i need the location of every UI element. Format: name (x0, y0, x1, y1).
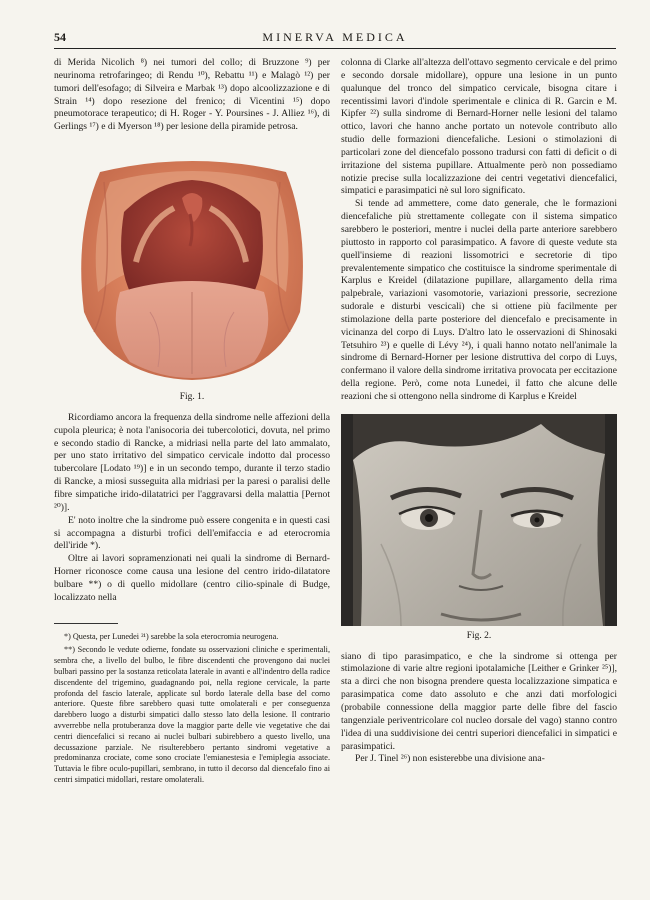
header-rule (54, 48, 616, 49)
right-paragraph-3: siano di tipo parasimpatico, e che la sindrome si ottenga per stimolazione di varie altre regioni ipotalamiche [Leither e Grinker ²⁵)], sta a dirci che non bisogna prendere questa localizzazione simpatica e parasimpatica come dato assoluto e che anzi dati morfologici (probabile connessione della maggior parte delle fibre del fascio tangenziale periventricolare col nucleo dorsale del vago) stanno contro l'idea di una suddivisione dei centri superiori diencefalici in simpatici e parasimpatici. (341, 650, 617, 752)
footnote-2: **) Secondo le vedute odierne, fondate su osservazioni cliniche e sperimentali, sembra che, a livello del bulbo, le fibre discendenti che provengono dai nuclei bulbari passino per la sostanza reticolata laterale in avanti e all'indentro della radice discendente del trigemino, guadagnando poi, nella regione cervicale, la parte profonda del fascio laterale, applicate sul bordo laterale della base del corno anteriore. Queste fibre sarebbero quasi tutte omolaterali e per conseguenza darebbero luogo a disturbi simpatici dallo stesso lato della lesione. Il contrario avverrebbe nella protuberanza dove la maggior parte delle vie vegetative che dai centri diencefalici si recano ai nuclei bulbari subirebbero a questo livello, una decussazione parziale. Ne risulterebbero pertanto sindromi vegetative a predominanza crociate, come sono crociate l'emianestesia e l'emiplegia associate. Tuttavia le fibre oculo-pupillari, sembrano, in tutto il decorso dal diencefalo fino ai centri simpatici midollari, restare omolaterali. (54, 645, 330, 784)
running-head: MINERVA MEDICA (262, 30, 408, 44)
right-paragraph-1: colonna di Clarke all'altezza dell'ottavo segmento cervicale e del primo e secondo dorsale midollare), oppure una lesione in un punto qualunque del tronco del simpatico cervicale, bisogna citare i recentissimi lavori d'indole sperimentale e clinica di R. Garcin e M. Kipfer ²²) sulla sindrome di Bernard-Horner nelle lesioni del talamo ottico, lavori che hanno anche portato un notevole contributo allo studio delle formazioni diencefaliche. Lesioni o stimolazioni di particolari zone del diencefalo possono tradursi con fatti di deficit o di irritazione del sistema pupillare. Attualmente però non possediamo notizie precise sulla localizzazione dei centri vegetativi diencefalici, simpatici e parasimpatici nè sul loro significato. (341, 57, 617, 197)
footnotes (54, 623, 330, 786)
left-paragraph-3: E' noto inoltre che la sindrome può essere congenita e in questi casi si accompagna a disturbi trofici dell'emifaccia e ad eterocromia dell'iride *). (54, 514, 330, 552)
footnote-rule (54, 623, 118, 624)
figure-2-image (341, 414, 617, 626)
figure-1-caption: Fig. 1. (179, 392, 205, 403)
footnote-1: *) Questa, per Lunedei ²¹) sarebbe la sola eterocromia neurogena. (64, 631, 279, 641)
right-paragraph-2: Si tende ad ammettere, come dato generale, che le formazioni diencefaliche più strettamente collegate con il sistema simpatico sarebbero le posteriori, mentre i nuclei della parte anteriore sarebbero piuttosto in rapporto col parasimpatico. A favore di queste vedute sta quell'insieme di reazioni lissomotrici e secretorie di tipo prevalentemente simpatico che costituisce la sindrome sperimentale di Karplus e Kreidel (dilatazione pupillare, allargamento della rima palpebrale, variazioni vasomotorie, variazioni pressorie, secrezione sudorale e disturbi vescicali) che si ottiene più facilmente per stimolazione della parte posteriore del diencefalo e precisamente in vicinanza del corpo di Luys. D'altro lato le osservazioni di Shinosaki Tetsuhiro ²³) e quelle di Lévy ²⁴), i quali hanno notato nell'animale la sindrome di Bernard-Horner per lesione distruttiva del corpo di Luys, confermano il valore della sindrome irritativa provocata per eccitazione della regione. Però, come nota Lunedei, il fatto che alcune delle reazioni che si ottengono nella sindrome di Karplus e Kreidel (341, 198, 617, 402)
figure-2-caption: Fig. 2. (466, 630, 492, 641)
page-header (54, 30, 616, 48)
page-number: 54 (54, 30, 66, 44)
figure-1-image (54, 142, 330, 387)
throat-illustration (54, 142, 330, 387)
patient-face-photo (341, 414, 617, 626)
right-column (341, 57, 617, 766)
left-column (54, 57, 330, 789)
left-paragraph-4: Oltre ai lavori sopramenzionati nei quali la sindrome di Bernard-Horner riconosce come causa una lesione del centro irido-dilatatore bulbare **) o di quello midollare (centro cilio-spinale di Budge, localizzato nella (54, 553, 330, 603)
left-paragraph-2: Ricordiamo ancora la frequenza della sindrome nelle affezioni della cupola pleurica; è nota l'anisocoria dei tubercolotici, dovuta, nel primo e secondo stadio di Rancke, a midriasi nella parte del lato ammalato, per uno stato irritativo del simpatico cervicale indotto dal processo tubercolare [Lodato ¹⁹)] e in un secondo tempo, durante il terzo stadio di Rancke, a miosi susseguita alla midriasi per la paresi o paralisi delle fibre simpatiche irido-dilatatrici per l'aggravarsi della malattia [Pernot ²⁰)]. (54, 411, 330, 513)
figure-2 (341, 414, 617, 643)
right-paragraph-4: Per J. Tinel ²⁶) non esisterebbe una divisione ana- (355, 753, 545, 765)
figure-1 (54, 142, 330, 404)
left-paragraph-1: di Merida Nicolich ⁸) nei tumori del collo; di Bruzzone ⁹) per neurinoma retrofaringeo; di Rendu ¹⁰), Rebattu ¹¹) e Malagò ¹²) per tumori dell'esofago; di Silveira e Marbak ¹³) dopo alcoolizzazione e di Strain ¹⁴) dopo resezione del frenico; di Vicentini ¹⁵) dopo pneumotorace terapeutico; di H. Roger - Y. Poursines - J. Alliez ¹⁶), di Gerlings ¹⁷) e di Myerson ¹⁸) per lesione della piramide petrosa. (54, 57, 330, 133)
